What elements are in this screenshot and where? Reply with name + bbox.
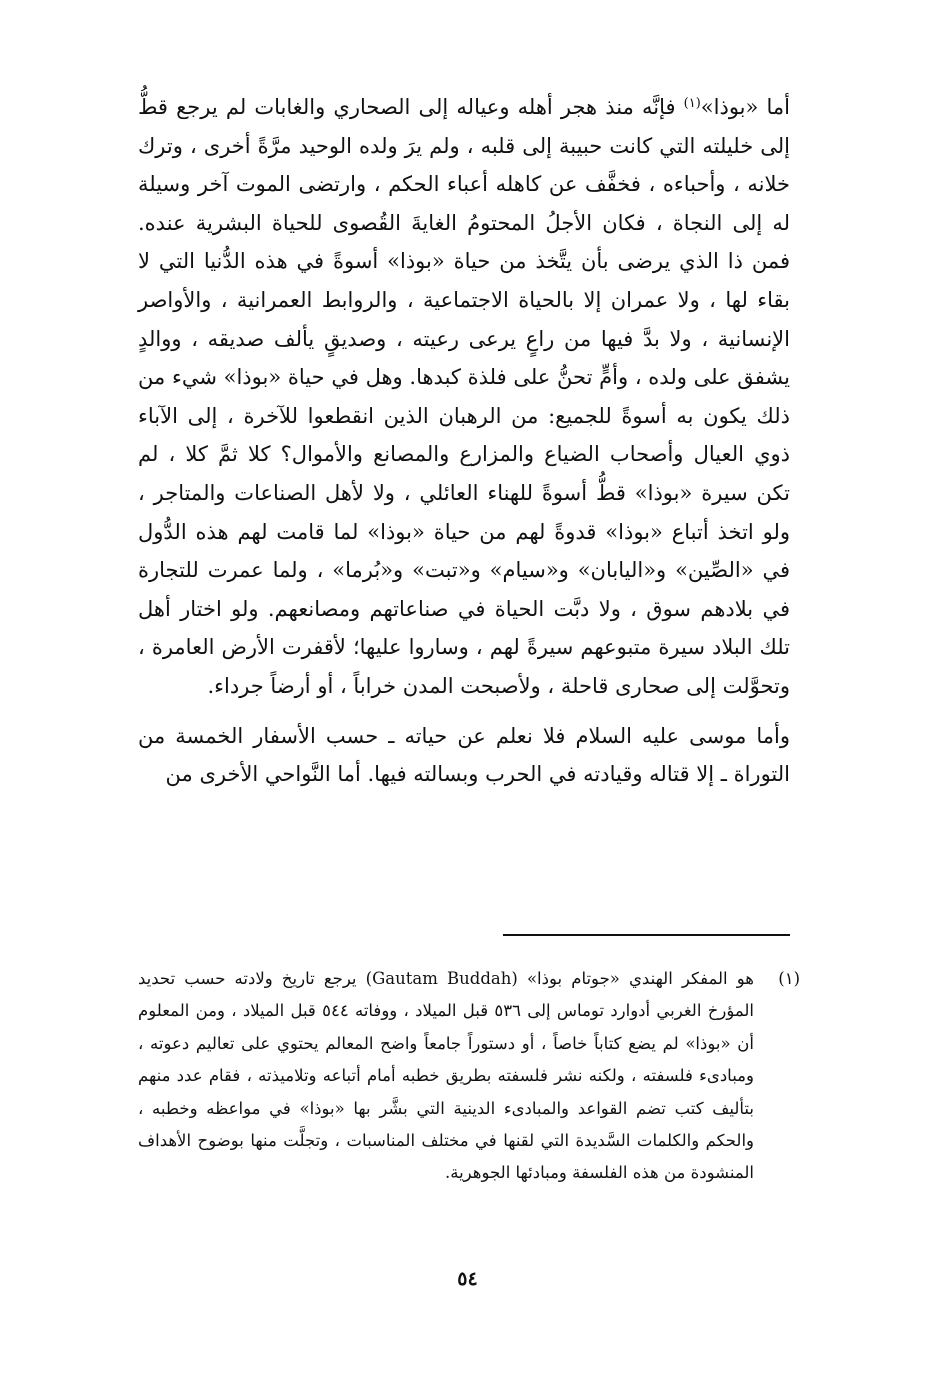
paragraph-buddha [138,88,790,706]
footnote-text: هو المفكر الهندي «جوتام بوذا» (Gautam Buddah) يرجع تاريخ ولادته حسب تحديد المؤرخ الغربي أدوارد توماس إلى ٥٣٦ قبل الميلاد ، ووفاته ٥٤٤ قبل الميلاد ، ومن المعلوم أن «بوذا» لم يضع كتاباً خاصاً ، أو دستوراً جامعاً واضح المعالم يحتوي على تعاليم دعوته ، ومبادىء فلسفته ، ولكنه نشر فلسفته بطريق خطبه أمام أتباعه وتلاميذته ، فقام عدد منهم بتأليف كتب تضم القواعد والمبادىء الدينية التي بشَّر بها «بوذا» في مواعظه وخطبه ، والحكم والكلمات السَّديدة التي لقنها في مختلف المناسبات ، وتجلَّت منها بوضوح الأهداف المنشودة من هذه الفلسفة ومبادئها الجوهرية. [138,969,755,1183]
footnote-separator [503,934,790,936]
main-text [138,88,790,794]
footnote [138,963,800,1190]
footnote-marker: (١) [778,969,800,988]
footnote-reference[interactable]: (١) [683,96,701,111]
paragraph-opening: أما «بوذا» [700,95,790,119]
paragraph-moses: وأما موسى عليه السلام فلا نعلم عن حياته ـ حسب الأسفار الخمسة من التوراة ـ إلا قتاله وقيادته في الحرب وبسالته فيها. أما النَّواحي الأخرى من [138,723,790,787]
page-number: ٥٤ [457,1268,478,1290]
paragraph-body: فإنَّه منذ هجر أهله وعياله إلى الصحاري والغابات لم يرجع قطُّ إلى خليلته التي كانت حبيبة إلى قلبه ، ولم يرَ ولده الوحيد مرَّةً أخرى ، وترك خلانه ، وأحباءه ، فخفَّف عن كاهله أعباء الحكم ، وارتضى الموت آخر وسيلة له إلى النجاة ، فكان الأجلُ المحتومُ الغايةَ القُصوى للحياة البشرية عنده. فمن ذا الذي يرضى بأن يتَّخذ من حياة «بوذا» أسوةً في هذه الدُّنيا التي لا بقاء لها ، ولا عمران إلا بالحياة الاجتماعية ، والروابط العمرانية ، والأواصر الإنسانية ، ولا بدَّ فيها من راعٍ يرعى رعيته ، وصديقٍ يألف صديقه ، ووالدٍ يشفق على ولده ، وأمٍّ تحنُّ على فلذة كبدها. وهل في حياة «بوذا» شيء من ذلك يكون به أسوةً للجميع: من الرهبان الذين انقطعوا للآخرة ، إلى الآباء ذوي العيال وأصحاب الضياع والمزارع والمصانع والأموال؟ كلا ثمَّ كلا ، لم تكن سيرة «بوذا» قطُّ أسوةً للهناء العائلي ، ولا لأهل الصناعات والمتاجر ، ولو اتخذ أتباع «بوذا» قدوةً لهم من حياة «بوذا» لما قامت لهم هذه الدُّول في «الصِّين» و«اليابان» و«سيام» و«تبت» و«بُرما» ، ولما عمرت للتجارة في بلادهم سوق ، ولا دبَّت الحياة في صناعاتهم ومصانعهم. ولو اختار أهل تلك البلاد سيرة متبوعهم سيرةً لهم ، وساروا عليها؛ لأقفرت الأرض العامرة ، وتحوَّلت إلى صحارى قاحلة ، ولأصبحت المدن خراباً ، أو أرضاً جرداء. [138,95,790,698]
